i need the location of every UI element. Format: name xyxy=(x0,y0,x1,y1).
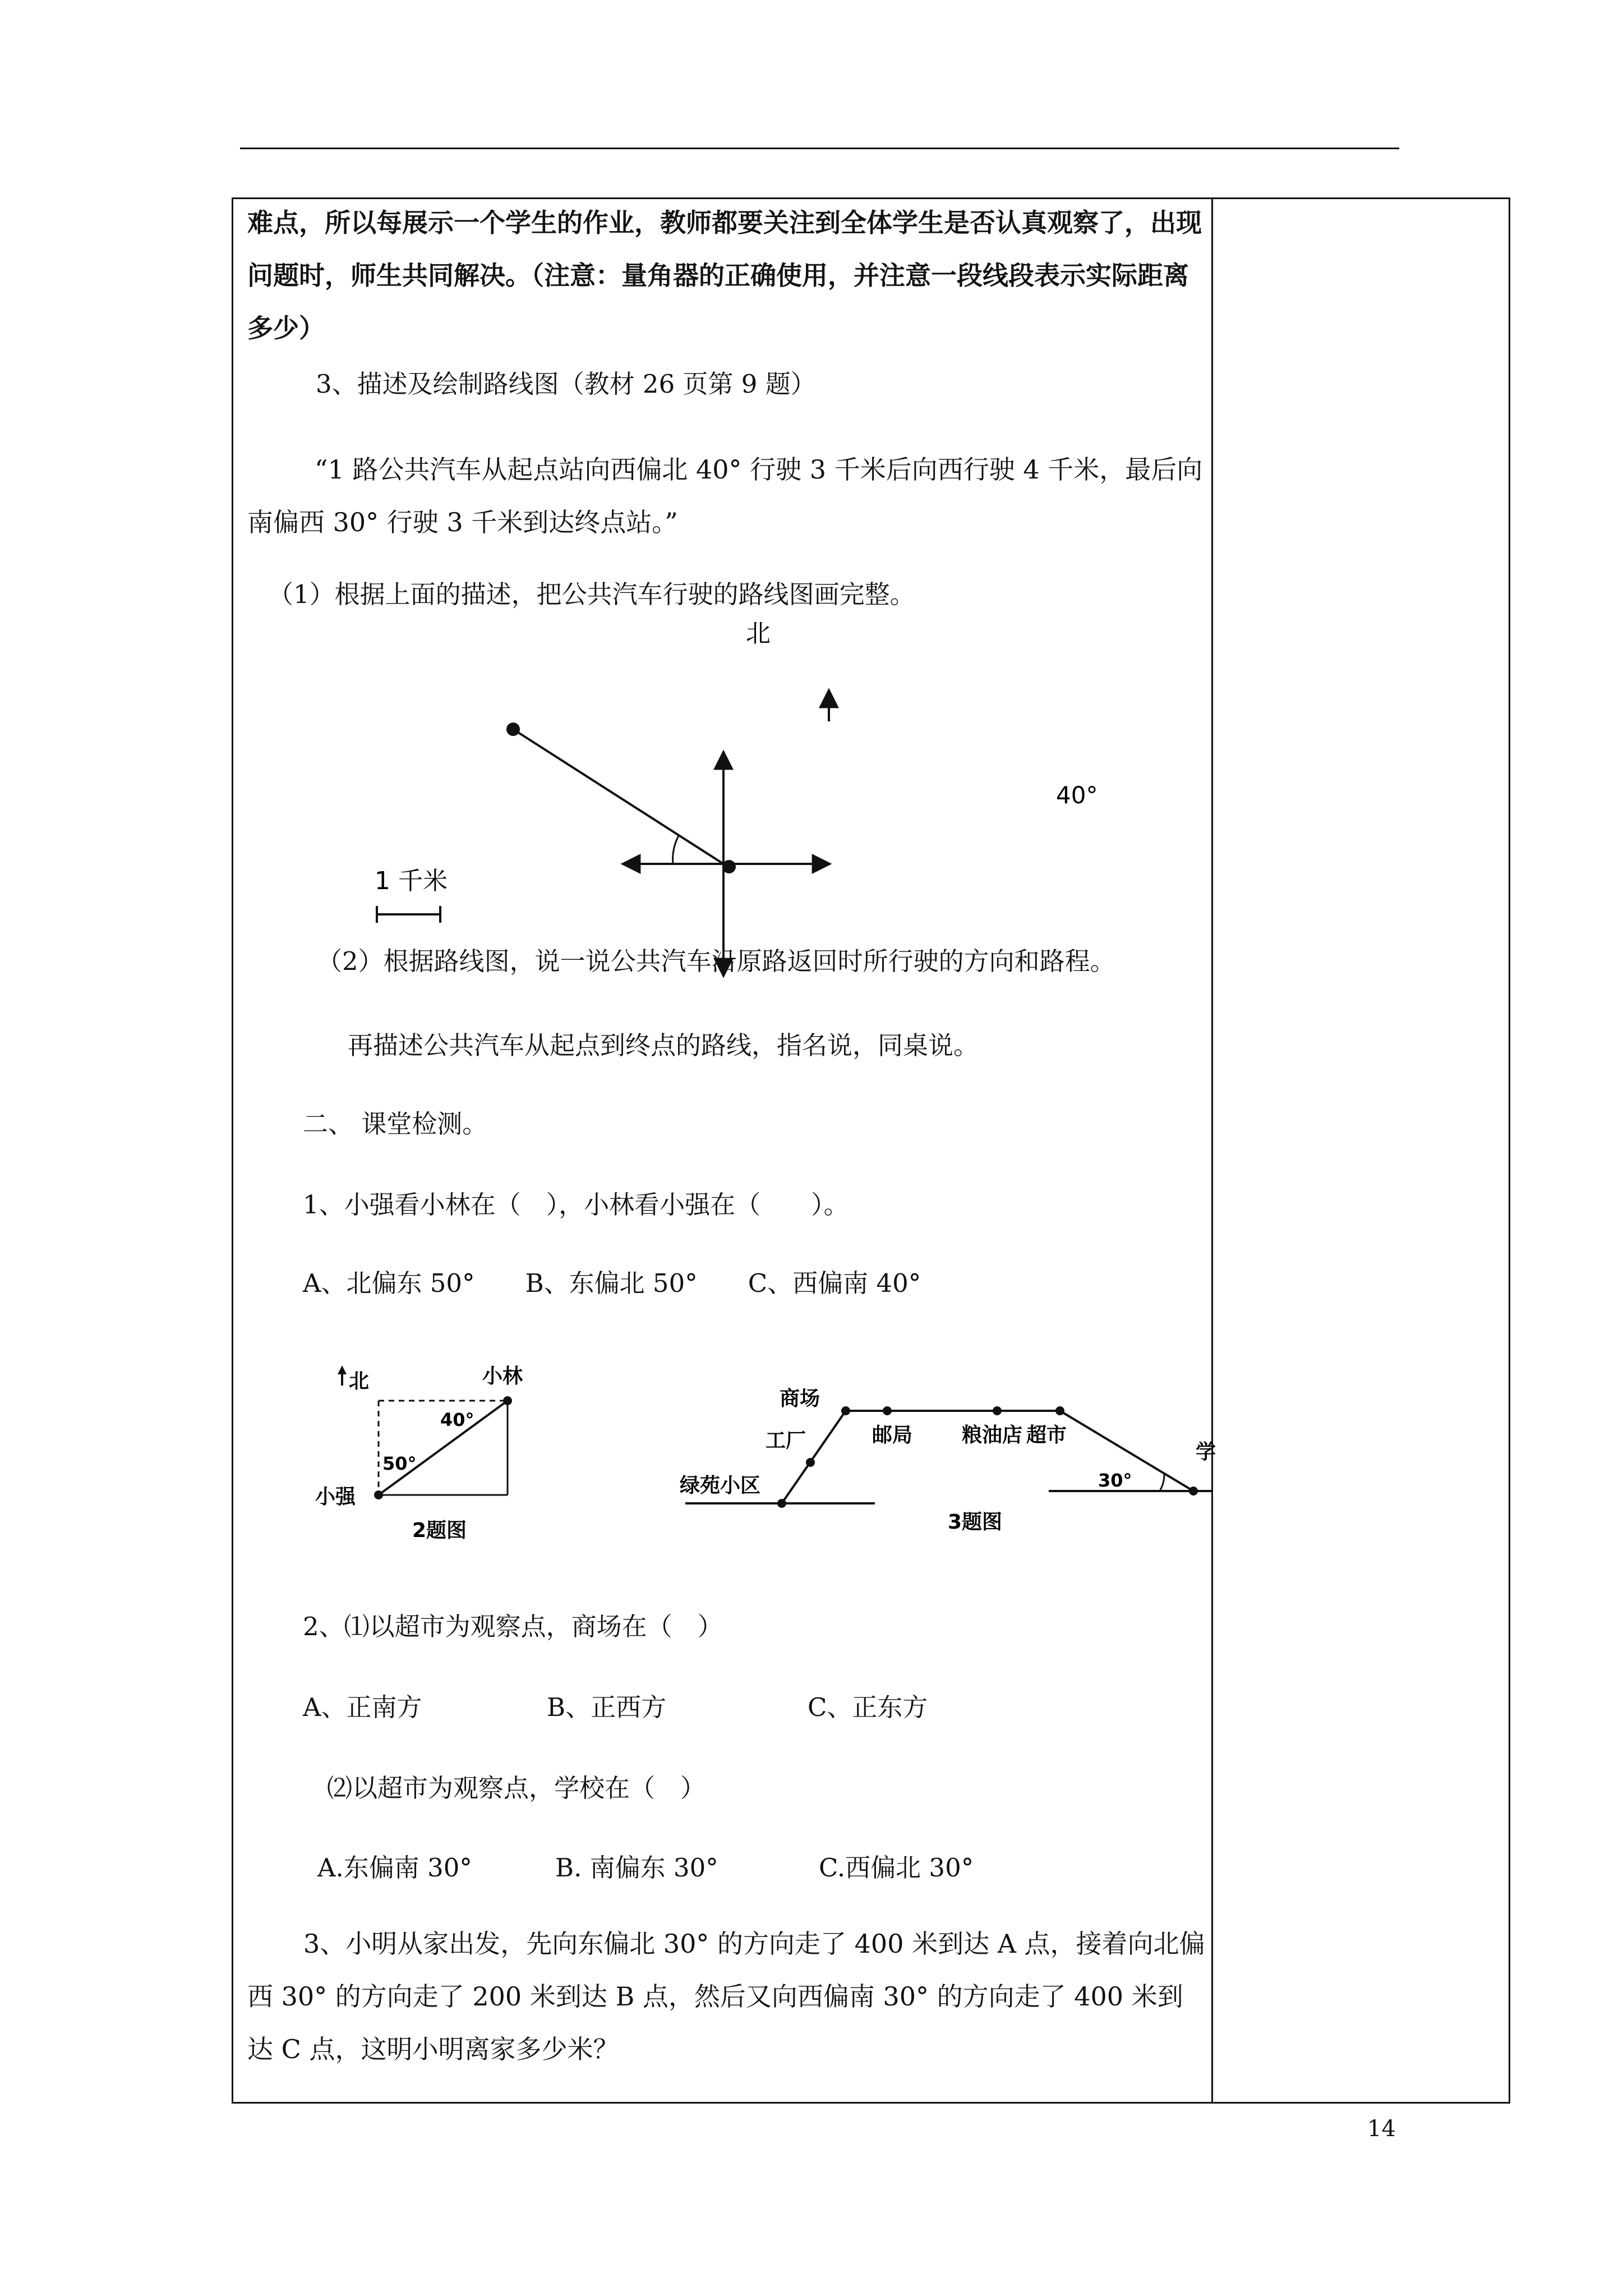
diagonal-road xyxy=(782,1411,846,1503)
post-label: 邮局 xyxy=(872,1424,913,1447)
xiaoqiang-label: 小强 xyxy=(315,1485,356,1508)
angle-arc xyxy=(1160,1474,1164,1491)
check-question-2-2: ⑵以超市为观察点，学校在（ ） xyxy=(327,1773,706,1803)
post-point xyxy=(883,1406,892,1415)
residence-point xyxy=(777,1499,786,1508)
xiaoqiang-point xyxy=(374,1490,383,1499)
market-label: 超市 xyxy=(1026,1424,1067,1447)
option-2-2-a: A.东偏南 30° xyxy=(317,1853,472,1883)
factory-point xyxy=(806,1458,815,1467)
figure2-north-label: 北 xyxy=(349,1370,370,1393)
factory-label: 工厂 xyxy=(766,1429,806,1452)
figure3-caption: 3题图 xyxy=(948,1511,1003,1534)
residence-label: 绿苑小区 xyxy=(680,1474,761,1497)
option-2-1-a: A、正南方 xyxy=(303,1692,422,1722)
route-segment-1 xyxy=(513,729,723,864)
angle-40-label: 40° xyxy=(440,1409,474,1430)
figure-3 xyxy=(656,1386,1216,1537)
check-question-3: 3、小明从家出发，先向东偏北 30° 的方向走了 400 米到达 A 点，接着向北偏西 30° 的方向走了 200 米到达 B 点，然后又向西偏南 30° 的方向走了 400 米到达 C 点，这明小明离家多少米？ xyxy=(247,1929,1205,2064)
check-question-1: 1、小强看小林在（ ），小林看小强在（ ）。 xyxy=(303,1190,849,1220)
route-quote: “1 路公共汽车从起点站向西偏北 40° 行驶 3 千米后向西行驶 4 千米，最后向南偏西 30° 行驶 3 千米到达终点站。” xyxy=(247,454,1203,537)
option-2-1-b: B、正西方 xyxy=(547,1692,667,1722)
option-2-2-c: C.西偏北 30° xyxy=(819,1853,974,1883)
grain-label: 粮油店 xyxy=(962,1424,1023,1447)
route-end-point xyxy=(506,723,520,736)
describe-route: 再描述公共汽车从起点到终点的路线，指名说，同桌说。 xyxy=(348,1030,979,1060)
figure2-caption: 2题图 xyxy=(412,1519,467,1542)
section3-title: 3、描述及绘制路线图（教材 26 页第 9 题） xyxy=(316,369,816,399)
header-rule xyxy=(240,148,1399,149)
option-2-1-c: C、正东方 xyxy=(808,1692,928,1722)
mall-point xyxy=(841,1406,850,1415)
xiaolin-point xyxy=(503,1396,512,1405)
route-diagram xyxy=(336,617,1150,999)
angle-arc xyxy=(673,836,679,864)
section-two-title: 二、 课堂检测。 xyxy=(303,1109,488,1139)
page-number: 14 xyxy=(1367,2116,1396,2142)
check-question-1-options: A、北偏东 50° B、东偏北 50° C、西偏南 40° xyxy=(303,1268,921,1298)
school-point xyxy=(1189,1487,1198,1496)
question-2: （2）根据路线图，说一说公共汽车沿原路返回时所行驶的方向和路程。 xyxy=(317,946,1115,976)
figure-2 xyxy=(314,1358,628,1543)
angle-40-label: 40° xyxy=(1056,781,1098,809)
mall-label: 商场 xyxy=(780,1387,820,1410)
angle-50-label: 50° xyxy=(382,1453,417,1474)
north-label: 北 xyxy=(746,619,771,648)
market-point xyxy=(1055,1406,1064,1415)
north-arrow-head xyxy=(338,1365,347,1374)
option-2-2-b: B. 南偏东 30° xyxy=(555,1853,718,1883)
table-column-divider xyxy=(1211,197,1213,2104)
check-question-2-1: 2、⑴以超市为观察点，商场在（ ） xyxy=(303,1612,723,1641)
angle-30-label: 30° xyxy=(1098,1470,1132,1491)
xiaolin-label: 小林 xyxy=(482,1365,523,1388)
intro-paragraph: 难点，所以每展示一个学生的作业，教师都要关注到全体学生是否认真观察了，出现问题时，师生共同解决。（注意：量角器的正确使用，并注意一段线段表示实际距离多少） xyxy=(247,208,1202,343)
scale-label: 1 千米 xyxy=(375,867,448,895)
route-start-point xyxy=(722,860,736,873)
question-1: （1）根据上面的描述，把公共汽车行驶的路线图画完整。 xyxy=(268,579,915,609)
grain-point xyxy=(993,1406,1002,1415)
school-label: 学 xyxy=(1196,1441,1216,1464)
